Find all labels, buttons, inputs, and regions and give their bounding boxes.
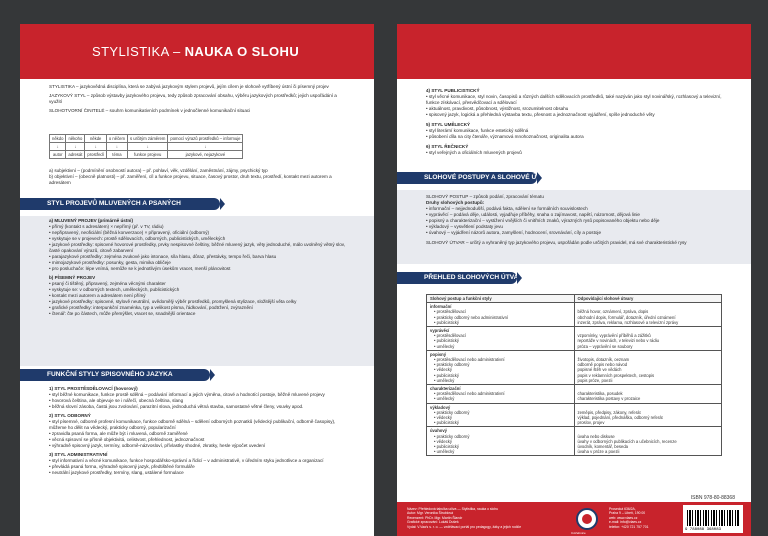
list-item: • přímý (kontakt s adresátem) × nepřímý (př. v TV, rádiu) (49, 224, 164, 229)
right-page (397, 24, 751, 536)
row-group-label: vyprávěcí (430, 328, 450, 334)
list-item: • prostěsdělovací nebo administrativní (434, 391, 505, 397)
definition-jazykovy-styl: JAZYKOVÝ STYL – způsob výstavby jazykového projevu, tedy způsob zpracování obsahu, výběru jazykových prostředků; jejich uspořádání a využití (49, 93, 337, 104)
isbn-label: ISBN 978-80-88368 (690, 495, 735, 501)
list-item: • čtenář: čte po částech, může přemýšlet, vracet se, snadnější orientace (49, 311, 196, 316)
overview-table (426, 294, 722, 456)
section-heading-funkcni-styly: FUNKČNÍ STYLY SPISOVNÉHO JAZYKA (20, 369, 210, 381)
list-item: 2) STYL ODBORNÝ (49, 413, 91, 418)
list-item: • prakticky odborný (434, 433, 470, 439)
list-item: • publicistický (434, 420, 459, 426)
list-item: • styl literární komunikace, funkce estetický sdělná (426, 128, 529, 133)
list-item: • prakticky odborný (434, 409, 470, 415)
list-item: b) PÍSEMNÝ PROJEV (49, 275, 96, 280)
table-row (427, 350, 722, 384)
list-item: obchodní dopis, formulář, dotazník, úřední oznámení (577, 314, 676, 320)
table-cell: pomocí výrazů prostředků – informuje (168, 135, 243, 143)
list-item: • popisný a charakterizační – vystižení vnějších či vnitřních znaků, výrazných rysů popisovaného objektu nebo děje (426, 218, 660, 223)
table-cell: někdo (50, 135, 66, 143)
table-row (427, 403, 722, 427)
table-row (427, 327, 722, 351)
footer-line: Grafické zpracování: Lukáš Dušek (407, 520, 459, 525)
column-header: Slohový postup a funkční styly (427, 295, 575, 303)
list-item: • výkladový – vysvětlení podstaty jevu (426, 224, 503, 229)
list-item: • prakticky odborný (434, 362, 470, 368)
styles-continued (426, 88, 726, 156)
intro-definitions (49, 84, 349, 114)
list-item: • grafické prostředky: interpunkční znaménka, typ a velikost písma, řádkování, podtržení, zvýraznění (49, 305, 253, 310)
footer-line: Autor: Mgr. Veronika Štrublová (407, 511, 453, 516)
definition-stylistika: STYLISTIKA – jazykovědná disciplína, která se zabývá jazykovým stylem projevů, jejím cílem je slohově vytříbený ústní či písemný projev (49, 84, 329, 89)
footer-line: telefon: +420 721 757 701 (609, 524, 649, 529)
list-item: odborně popis nebo návod (577, 362, 628, 368)
table-row (427, 427, 722, 456)
list-item: • pro posluchače: lépe vnímá, nemůže se k jednotlivým úsekům vracet, menší plánovitost (49, 266, 231, 271)
list-item: • umělecký (434, 396, 455, 402)
footer-line: Recenzent: PhDr. Mgr. Martin Šlandr (407, 515, 463, 520)
table-cell (427, 327, 575, 351)
list-item: úvodník, komentář, beseda (577, 444, 629, 450)
list-item: • jazykové prostředky: spisovné hovorové prostředky, prvky nespisovné češtiny, běžné mluvený jazyk, věty jednoduché, málo uvolněný větný slov, časté opakování výrazů, citově zabarvení (49, 242, 346, 253)
table-cell (427, 427, 575, 456)
list-item: zeměpis, předpisy, zákony, referát (577, 409, 641, 415)
list-item: SLOHOVÝ ÚTVAR – určitý a vyhraněný typ jazykového projevu, uspořádán podle určitých pravidel, má své charakteristické rysy (426, 240, 687, 245)
list-item: • prostěsdělovací nebo administrativní (434, 357, 505, 363)
row-group-label: informační (430, 304, 452, 310)
section-heading-prehled: PŘEHLED SLOHOVÝCH ÚTVARŮ (397, 272, 517, 284)
arrow-down-icon: ↓ (85, 143, 107, 151)
list-item: • styl věcné komunikace, styl novin, časopisů a různých dalších sdělovacích prostředků, také nazýván jako styl novinářský, rozhlasový a televizní, funkce získávací, přesvědčovací a sdělovací (426, 94, 722, 105)
list-item: • parajazykové prostředky: zejména zvukové jako intonace, síla hlasu, důraz, přestávky, tempo řeči, barva hlasu (49, 254, 277, 259)
section-slohove-postupy-body (426, 194, 726, 246)
table-cell (427, 303, 575, 327)
footer-line: Praha 9 – Libeň, 190 00 (609, 511, 646, 516)
table-cell: někde (85, 135, 107, 143)
list-item: • běžná slovní zásoba, častá jsou zvolování, parazitní slova, jednoduchá větná stavba, samostatné větné členy, vsuvky apod. (49, 404, 304, 409)
list-item: • publicistický (434, 372, 459, 378)
footer-line: web: www.vlaes.cz (609, 515, 638, 520)
list-item: • vyprávěcí – podává děje, události, vyjadřuje příběhy, snaha o zajímavost, napětí, názornost, dějová linie (426, 212, 640, 217)
list-item: charakteristika, posudek (577, 391, 623, 397)
table-cell: funkce projevu (127, 151, 167, 159)
list-item: • prostěsdělovací (434, 309, 466, 315)
list-item: úvaha v próze a poezii (577, 449, 620, 455)
arrow-down-icon: ↓ (106, 143, 127, 151)
section-heading-slohove-postupy: SLOHOVÉ POSTUPY A SLOHOVÉ ÚTVARY (397, 172, 537, 184)
section-heading-mluvene-psane: STYL PROJEVŮ MLUVENÝCH A PSANÝCH (20, 198, 220, 210)
table-cell: prostředí (85, 151, 107, 159)
table-cell (427, 350, 575, 384)
row-group-label: charakterizační (430, 386, 461, 392)
row-group-label: popisný (430, 351, 447, 357)
footer (397, 495, 751, 536)
list-item: a) MLUVENÝ PROJEV (primárně ústní) (49, 218, 133, 223)
list-item: charakteristika postavy v prozaice (577, 396, 641, 402)
overview-table-wrap (426, 294, 726, 456)
list-item: • prostěsdělovací (434, 333, 466, 339)
factors-row-bottom (50, 151, 243, 159)
list-item: • umělecký (434, 377, 455, 383)
list-item: 6) STYL ŘEČNICKÝ (426, 144, 469, 149)
table-cell (574, 403, 722, 427)
list-item: popis v reklamních prospektech, cestopis (577, 372, 655, 378)
footer-line: Název: Přehledová tabulka učiva — Stylistika, nauka o slohu (407, 507, 499, 511)
list-item: • styl běžné komunikace, funkce prostě sdělná – podávání informací a jejich výměna, citové a hodnotící postoje, běžně mluvené projevy (49, 392, 325, 397)
barcode-icon (687, 510, 739, 526)
table-cell (427, 385, 575, 404)
list-item: • působení díla na city čtenáře, významová mnohoznačnost, originalita autora (426, 134, 584, 139)
list-item: 1) STYL PROSTĚSDĚLOVACÍ (hovorový) (49, 386, 138, 391)
list-item: • styl veřejných a oficiálních mluvených projevů (426, 150, 522, 155)
list-item: • prakticky odborný nebo administrativní (434, 314, 509, 320)
list-item: • vědecký (434, 367, 452, 373)
list-item: • umělecký (434, 449, 455, 455)
table-header-row (427, 295, 722, 303)
list-item: • publicistický (434, 338, 459, 344)
factors-notes (49, 168, 349, 186)
list-item: • výhradně spisovný jazyk, termíny, odborně-názvosloví, přívlastky shodné, zkratky, hesle výpočet uvedení (49, 443, 266, 448)
factors-row-top (50, 135, 243, 143)
list-item: SLOHOVÝ POSTUP – způsob podání, zpracování tématu (426, 194, 544, 199)
list-item: životopis, dotazník, oeznam (577, 357, 630, 363)
list-item: • publicistický (434, 319, 459, 325)
list-item: úvaha nebo diskuse (577, 433, 615, 439)
list-item: • jazykové prostředky: spisovné, stylově neutrální, uvědomělý výběr prostředků, promyšlená stylizace, složitější věta celky (49, 299, 297, 304)
list-item: 3) STYL ADMINISTRATIVNÍ (49, 452, 108, 457)
arrow-down-icon: ↓ (66, 143, 85, 151)
barcode (683, 495, 743, 533)
list-item: • vyskytuje se v projevech: prostě sdělovacích, odborných, publicistických, uměleckých (49, 236, 226, 241)
section-funkcni-styly-body (49, 386, 349, 476)
list-item: • styl informativní a věcné komunikace, funkce hospodářsko-správní a řídicí – v administrativě, v úředním styku jednotlivce a organizací (49, 458, 324, 463)
note-subjektivni: a) subjektivní – (podmínění osobností autora) – př. pohlaví, věk, vzdělání, zaměstnání, zájmy, psychický typ (49, 168, 268, 173)
table-cell (574, 350, 722, 384)
list-item: Druhy slohových postupů: (426, 200, 485, 205)
overview-table-body (427, 303, 722, 456)
list-item: • kontakt mezi autorem a adresátem není přímý (49, 293, 146, 298)
page-title: STYLISTIKA – NAUKA O SLOHU (92, 44, 300, 59)
row-group-label: výkladový (430, 404, 451, 410)
table-cell (574, 303, 722, 327)
table-cell: s určitým záměrem (127, 135, 167, 143)
list-item: • vyskytuje se: v odborných textech, uměleckých, publicistických (49, 287, 180, 292)
list-item: • styl písemné, odborně profesní komunikace, funkce odborně sdělná – sdělení odborných poznatků (vědecký publikační, odborně časopisy), můžeme ho dělit na vědecký, prakticky odborný, popularizační (49, 419, 336, 430)
footer-line: e-mail: info@vlaes.cz (609, 520, 642, 525)
table-cell (574, 385, 722, 404)
barcode-number: 9 788088 368083 (685, 527, 722, 532)
arrow-down-icon: ↓ (127, 143, 167, 151)
table-row (427, 303, 722, 327)
table-cell: téma (106, 151, 127, 159)
list-item: • nepřipravený, neoficiální (běžná konverzace) × připravený, oficiální (odborný) (49, 230, 210, 235)
arrow-down-icon: ↓ (168, 143, 243, 151)
list-item: inzerát, zpráva, reklama, rozhlasové a televizní zprávy (577, 319, 679, 325)
table-cell: o něčem (106, 135, 127, 143)
table-cell: někoho (66, 135, 85, 143)
list-item: popisné štěh ve vědách (577, 367, 622, 373)
footer-line: Prosecká 636/2A, (609, 507, 636, 511)
list-item: • převládá psaná forma, výhradně spisovný jazyk, předtištěné formuláře (49, 464, 195, 469)
list-item: reportáže v novinách, v televizi nebo v rádiu (577, 338, 659, 344)
column-header: Odpovídající slohové útvary (574, 295, 722, 303)
left-page (20, 24, 374, 536)
list-item: úvahy v odborných publikacích a učebnicích, recenze (577, 438, 677, 444)
title-banner (20, 24, 374, 79)
list-item: popis próze, poezii (577, 377, 613, 383)
list-item: • věcná spisovní se přísně objektivitá, celistvost, přehlednost, jednoznačnost (49, 437, 205, 442)
list-item: próza – vyprávění se soubory (577, 343, 633, 349)
list-item: • publicistický (434, 444, 459, 450)
definition-slohotvorni-cinitele: SLOHOTVORNÍ ČINITELÉ – souhrn komunikativních podmínek v jednočlenné komunikační situaci (49, 108, 251, 113)
list-item: • vědecký (434, 415, 452, 421)
row-group-label: úvahový (430, 428, 447, 434)
list-item: proslov, projev (577, 420, 605, 426)
table-cell (574, 427, 722, 456)
list-item: • vědecký (434, 438, 452, 444)
footer-address (609, 507, 679, 529)
list-item: • mimojazykové prostředky: posunky, gesta, mimika obličeje (49, 260, 171, 265)
factors-row-arrows (50, 143, 243, 151)
table-cell: jazykové, nejazykové (168, 151, 243, 159)
list-item: • informační – nejjednodušší, podává fakta, sdělení se formálních souvislostech (426, 206, 588, 211)
list-item: výklad, pojednání, přednáška, odborný referát (577, 415, 663, 421)
list-item: běžná hovor, oznámení, zpráva, dopis (577, 309, 649, 315)
logo-label: Cvičebnice (571, 531, 586, 535)
table-cell (427, 403, 575, 427)
footer-credits (407, 507, 567, 529)
list-item: • umělecký (434, 343, 455, 349)
footer-line: Vydal: V.Vaa's s. r. o. — vzdělávací portál pro pedagogy, žáky a jejich rodiče (407, 524, 522, 529)
publisher-logo-icon (576, 508, 598, 530)
list-item: • aktuálnost, pravdivost, působnost, výstižnost, srozumitelnost obsahu (426, 106, 569, 111)
list-item: • spisovný jazyk, logická a přehledná výstavba textu, přesnost a jednoznačnost vyjádření, spíše jednoduché věty (426, 112, 655, 117)
list-item: • zpravidla psaná forma, ale může být i mluvená, odborně zaměřené (49, 431, 188, 436)
list-item: 5) STYL UMĚLECKÝ (426, 122, 471, 127)
table-cell: autor (50, 151, 66, 159)
list-item: • neutrální jazykové prostředky, termíny, slang, ustálené formulace (49, 470, 184, 475)
note-objektivni: b) objektivní – (obecně platnosti) – př. zaměření, cíl a funkce projevu, situace, časový prostor, druh textu, prostředí, kontakt mezi autorem a adresátem (49, 174, 332, 185)
table-cell (574, 327, 722, 351)
factors-table (49, 134, 243, 159)
factors-table-wrap (49, 134, 349, 159)
list-item: • psaný či tištěný, připravený, zejména věcnými charakter (49, 281, 166, 286)
top-banner (397, 24, 751, 79)
section-mluvene-psane-body (49, 218, 349, 317)
list-item: 4) STYL PUBLICISTICKÝ (426, 88, 480, 93)
list-item: • úvahový – vyjádření názorů autora, zamyšlení, hodnocení, srovnávání, cíly a postoje (426, 230, 601, 235)
table-cell: adresát (66, 151, 85, 159)
table-row (427, 385, 722, 404)
arrow-down-icon: ↓ (50, 143, 66, 151)
list-item: vzpomínky, vyprávění příběhů a zážitků (577, 333, 651, 339)
list-item: • hovorová čeština, ale objevuje se i nářečí, obecná čeština, slang (49, 398, 184, 403)
